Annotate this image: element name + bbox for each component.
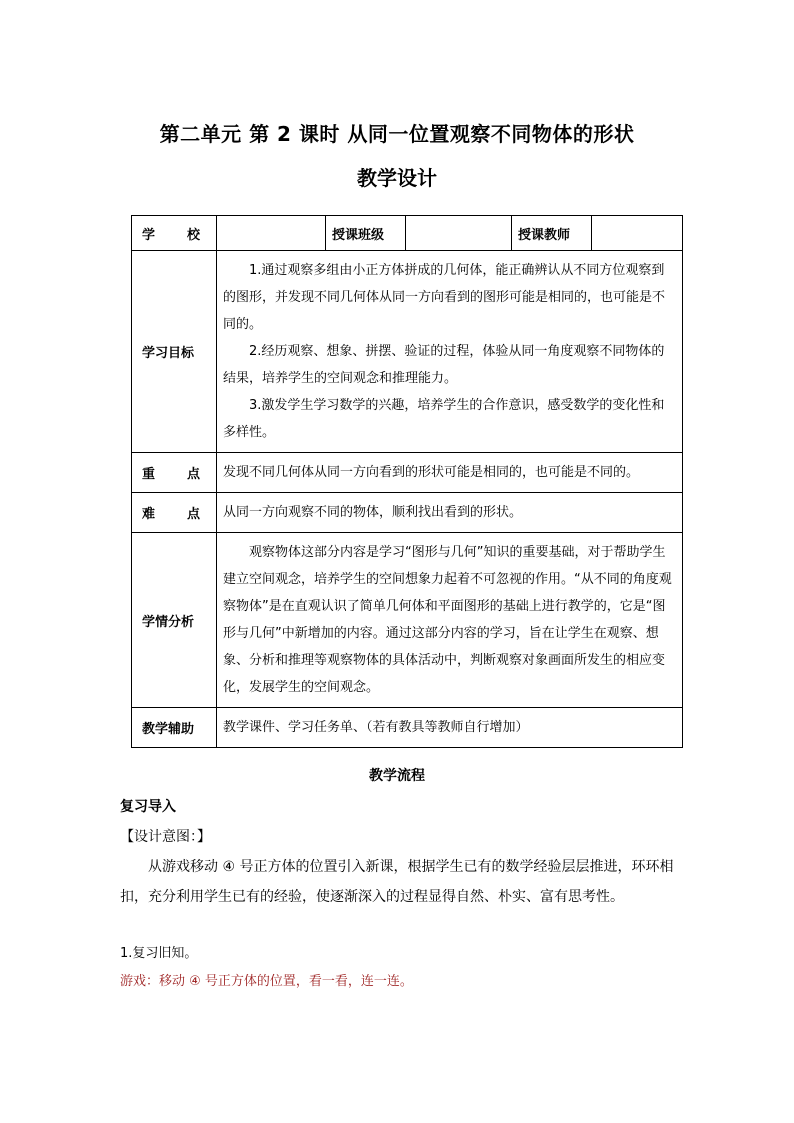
goal-item: 2.经历观察、想象、拼摆、验证的过程，体验从同一角度观察不同物体的结果，培养学生的空间观念和推理能力。: [223, 344, 665, 386]
table-row: [132, 216, 683, 251]
school-value: [217, 216, 326, 251]
class-value: [406, 216, 512, 251]
flow-title: 教学流程: [369, 768, 425, 784]
game-instruction: 游戏：移动 ④ 号正方体的位置，看一看，连一连。: [120, 974, 413, 989]
key-point-label: 重 点: [132, 453, 217, 493]
section-heading: 复习导入: [120, 799, 176, 815]
table-row: [132, 708, 683, 748]
design-intent-label: 【设计意图：】: [120, 829, 211, 845]
teacher-value: [592, 216, 683, 251]
table-row: [132, 533, 683, 708]
aids-label: 教学辅助: [132, 708, 217, 748]
analysis-label: 学情分析: [132, 533, 217, 708]
page-title: 第二单元 第 2 课时 从同一位置观察不同物体的形状: [159, 122, 635, 146]
class-label: 授课班级: [326, 216, 406, 251]
table-row: [132, 251, 683, 453]
key-point-text: 发现不同几何体从同一方向看到的形状可能是相同的，也可能是不同的。: [217, 453, 683, 493]
goal-item: 1.通过观察多组由小正方体拼成的几何体，能正确辨认从不同方位观察到的图形，并发现不同几何体从同一方向看到的图形可能是相同的，也可能是不同的。: [223, 263, 666, 332]
page-subtitle: 教学设计: [357, 166, 437, 190]
lesson-info-table: [131, 215, 683, 748]
goals-label: 学习目标: [132, 251, 217, 453]
table-row: [132, 453, 683, 493]
analysis-text: 观察物体这部分内容是学习“图形与几何”知识的重要基础，对于帮助学生建立空间观念，培养学生的空间想象力起着不可忽视的作用。“从不同的角度观察物体”是在直观认识了简单几何体和平面图形的基础上进行教学的，它是“图形与几何”中新增加的内容。通过这部分内容的学习，旨在让学生在观察、想象、分析和推理等观察物体的具体活动中，判断观察对象画面所发生的相应变化，发展学生的空间观念。: [217, 533, 683, 708]
difficulty-label: 难 点: [132, 493, 217, 533]
table-row: [132, 493, 683, 533]
aids-text: 教学课件、学习任务单、（若有教具等教师自行增加）: [217, 708, 683, 748]
school-label: 学 校: [132, 216, 217, 251]
goals-cell: [217, 251, 683, 453]
teacher-label: 授课教师: [512, 216, 592, 251]
design-intent-text: 从游戏移动 ④ 号正方体的位置引入新课，根据学生已有的数学经验层层推进，环环相扣，充分利用学生已有的经验，使逐渐深入的过程显得自然、朴实、富有思考性。: [120, 859, 674, 905]
review-step: 1.复习旧知。: [120, 946, 198, 961]
difficulty-text: 从同一方向观察不同的物体，顺利找出看到的形状。: [217, 493, 683, 533]
goal-item: 3.激发学生学习数学的兴趣，培养学生的合作意识，感受数学的变化性和多样性。: [223, 398, 665, 440]
